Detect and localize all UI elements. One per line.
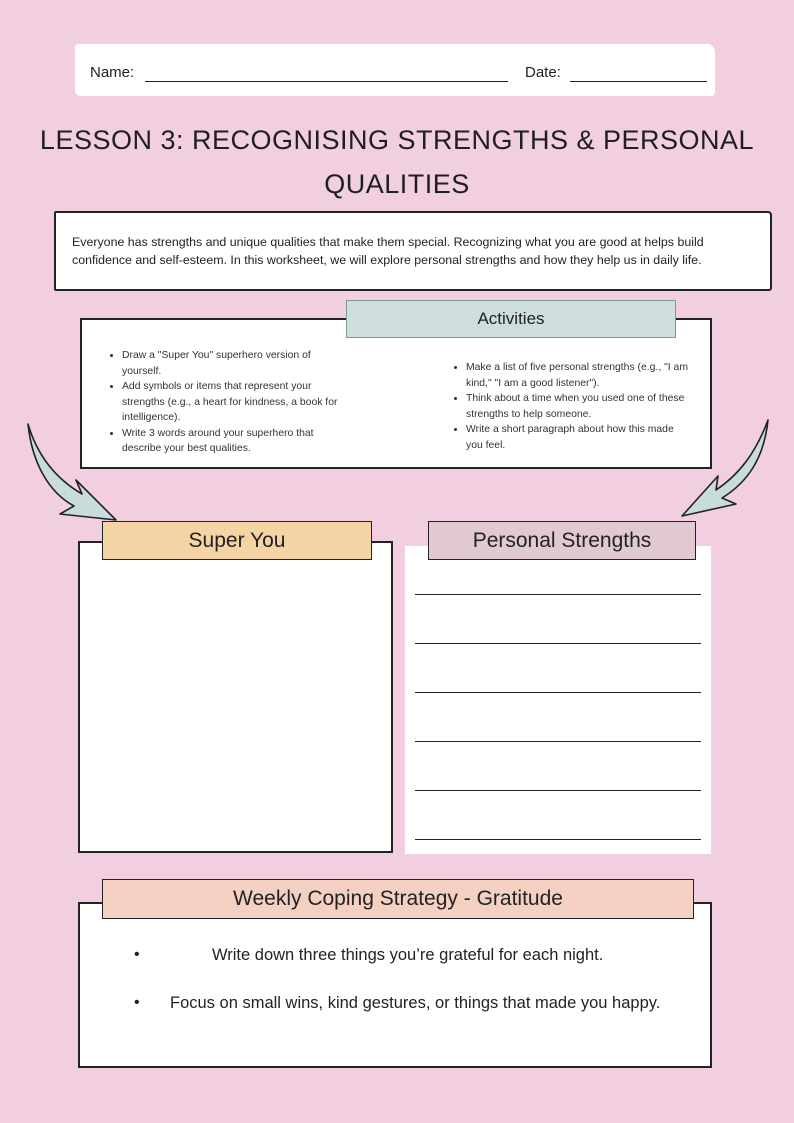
date-label: Date: <box>525 64 561 81</box>
super-you-drawing-area[interactable] <box>78 541 393 853</box>
writing-line[interactable] <box>415 790 701 791</box>
list-item: • Think about a time when you used one of these strengths to help someone. <box>466 391 690 422</box>
list-item: • Write a short paragraph about how this made you feel. <box>466 422 690 453</box>
personal-strengths-heading: Personal Strengths <box>428 521 696 560</box>
writing-line[interactable] <box>415 643 701 644</box>
super-you-heading: Super You <box>102 521 372 560</box>
list-item: • Draw a "Super You" superhero version of yourself. <box>122 348 346 379</box>
list-item: Focus on small wins, kind gestures, or things that made you happy. <box>170 994 661 1012</box>
activities-right-column <box>450 360 690 453</box>
name-field[interactable] <box>145 81 508 82</box>
bullet-icon: • <box>134 994 140 1011</box>
writing-line[interactable] <box>415 692 701 693</box>
page-title <box>30 118 764 206</box>
bullet-icon: • <box>134 946 140 963</box>
title-line-1: LESSON 3: RECOGNISING STRENGTHS & PERSONAL <box>39 125 755 155</box>
writing-line[interactable] <box>415 594 701 595</box>
list-item: • Make a list of five personal strengths (e.g., "I am kind," "I am a good listener"). <box>466 360 690 391</box>
coping-strategy-box <box>78 902 712 1068</box>
personal-strengths-box <box>405 546 711 854</box>
activities-left-column <box>106 348 346 457</box>
list-item: • Write 3 words around your superhero that describe your best qualities. <box>122 426 346 457</box>
activities-box <box>80 318 712 469</box>
writing-line[interactable] <box>415 839 701 840</box>
name-date-strip <box>75 44 715 96</box>
intro-box: Everyone has strengths and unique qualities that make them special. Recognizing what you are good at helps build confidence and self-esteem. In this worksheet, we will explore personal strengths and how they help us in daily life. <box>54 211 772 291</box>
title-line-2: QUALITIES <box>324 169 470 199</box>
activities-heading: Activities <box>346 300 676 338</box>
date-field[interactable] <box>570 81 707 82</box>
writing-line[interactable] <box>415 741 701 742</box>
coping-strategy-heading: Weekly Coping Strategy - Gratitude <box>102 879 694 919</box>
list-item: Write down three things you’re grateful for each night. <box>212 946 604 964</box>
list-item: • Add symbols or items that represent your strengths (e.g., a heart for kindness, a book for intelligence). <box>122 379 346 426</box>
name-label: Name: <box>90 64 135 81</box>
